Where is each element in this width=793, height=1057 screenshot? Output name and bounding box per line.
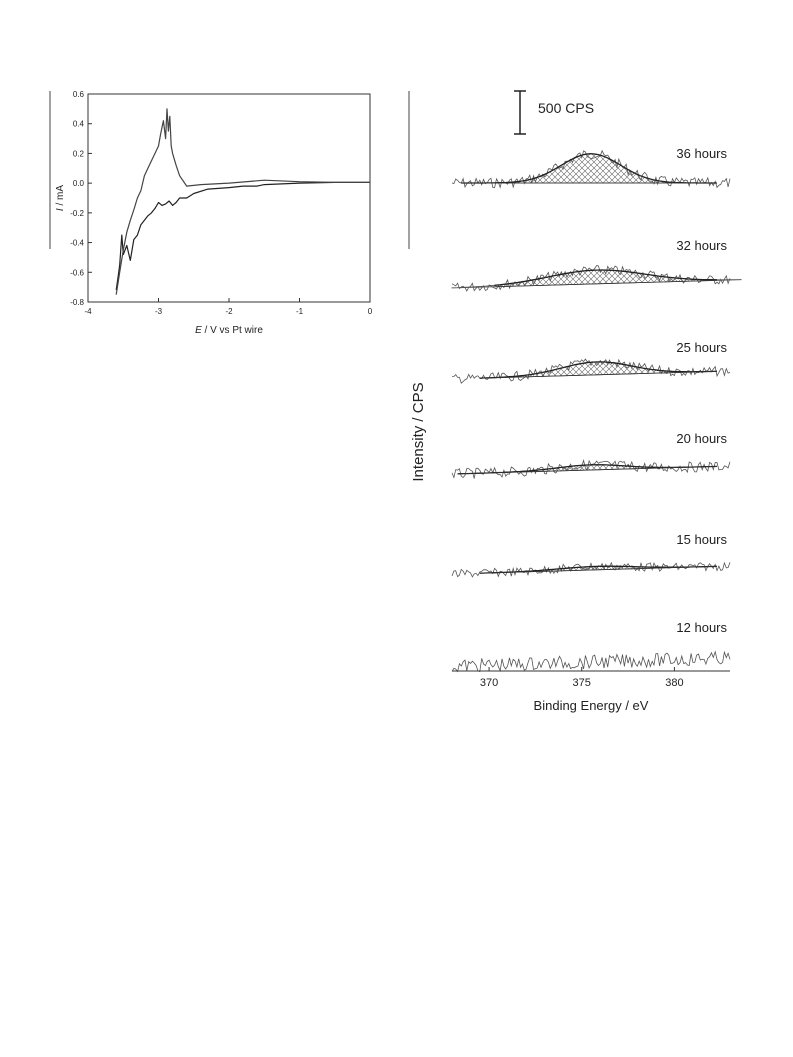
cv-y-tick-label: 0.2 [72,149,84,159]
xps-x-axis-label: Binding Energy / eV [533,698,649,713]
cv-x-tick-label: -2 [225,307,233,316]
cv-x-tick-label: -4 [84,307,92,316]
cv-series-cathodic [116,182,370,290]
xps-x-tick-label: 370 [479,677,499,689]
scale-bar [514,91,594,134]
cv-y-tick-label: -0.4 [70,238,84,248]
cv-series-group [116,109,370,295]
cv-x-axis-label: E / V vs Pt wire [195,325,263,336]
xps-raw-spectrum [452,652,730,672]
xps-series-label: 15 hours [676,532,727,547]
cv-y-tick-label: -0.2 [70,208,84,218]
cv-y-tick-label: 0.0 [72,179,84,189]
cv-y-axis-label: I / mA [55,184,66,212]
xps-series-label: 12 hours [676,620,727,635]
cv-x-tick-label: -1 [295,307,304,316]
xps-series-label: 32 hours [676,238,727,253]
cv-x-axis [84,298,372,316]
cv-x-tick-label: 0 [367,307,373,316]
cv-y-tick-label: -0.6 [70,268,84,278]
xps-x-tick-label: 375 [572,677,591,689]
cv-y-tick-label: -0.8 [70,298,84,307]
xps-chart [409,91,741,713]
cv-plot-frame [88,94,370,302]
xps-x-tick-label: 380 [665,677,684,689]
cv-x-tick-label: -3 [154,307,163,316]
cv-y-tick-label: 0.6 [72,90,84,99]
cv-y-axis [70,90,92,307]
scale-bar-label: 500 CPS [538,100,595,116]
xps-peak-component [502,154,680,183]
xps-x-axis [480,667,684,689]
xps-series-label: 20 hours [676,431,727,446]
cv-chart [50,90,373,336]
xps-series-label: 25 hours [676,340,727,355]
cv-y-tick-label: 0.4 [72,119,84,129]
cv-series-anodic [116,109,370,295]
xps-y-axis-label: Intensity / CPS [410,382,427,482]
xps-series-group [452,146,741,672]
xps-series-label: 36 hours [676,146,727,161]
